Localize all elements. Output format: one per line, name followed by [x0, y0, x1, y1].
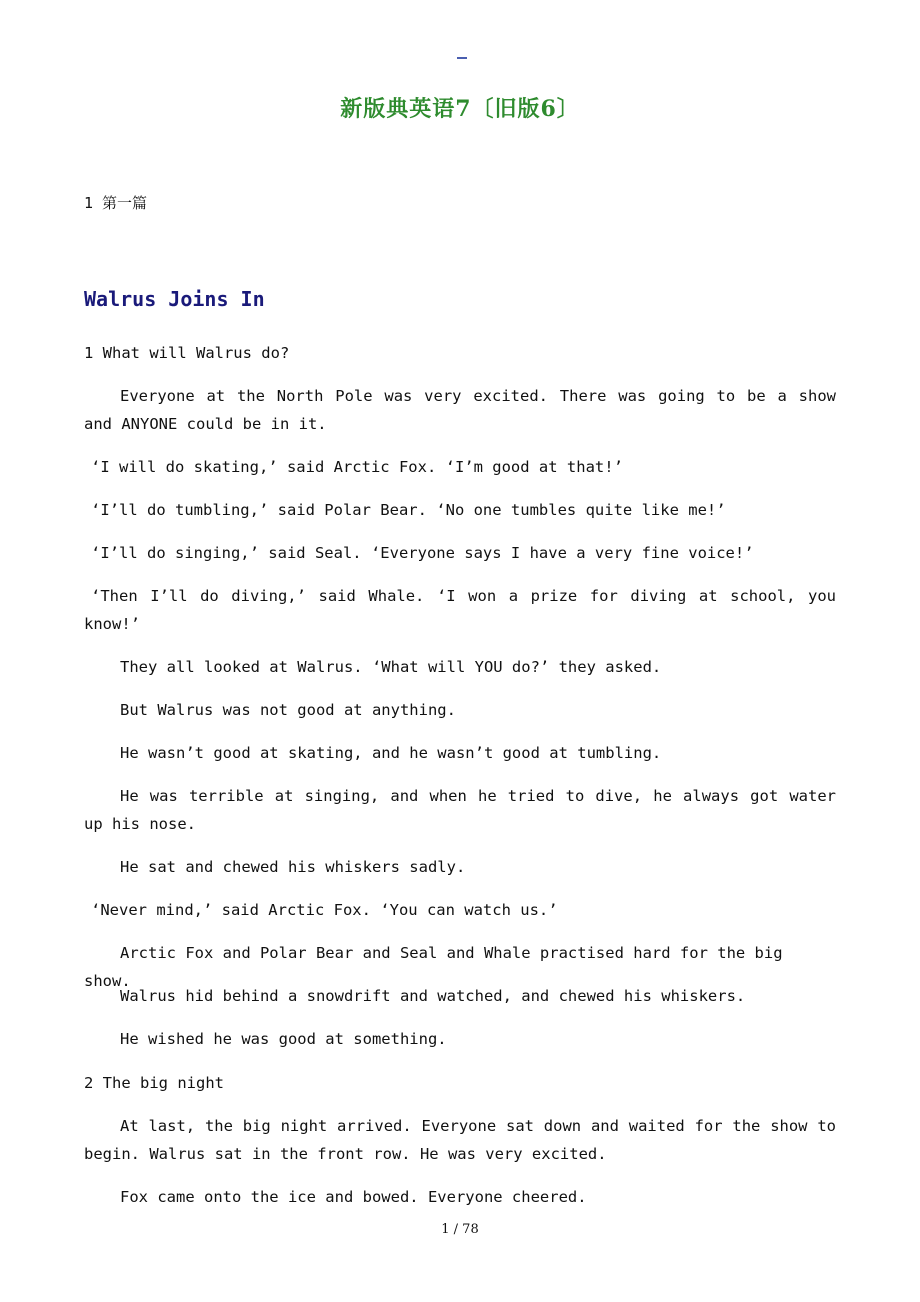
paragraph: ‘I’ll do singing,’ said Seal. ‘Everyone says I have a very fine voice!’ — [91, 544, 754, 562]
header-mark — [457, 57, 467, 59]
paragraph: They all looked at Walrus. ‘What will YOU do?’ they asked. — [120, 658, 662, 676]
paragraph: Everyone at the North Pole was very excited. There was going to be a show and ANYONE could be in it. — [84, 387, 836, 433]
section-heading: 1 第一篇 — [84, 194, 148, 212]
document-title: 新版典英语7〔旧版6〕 — [340, 96, 580, 122]
paragraph: He wasn’t good at skating, and he wasn’t good at tumbling. — [120, 744, 662, 762]
paragraph: ‘I will do skating,’ said Arctic Fox. ‘I’m good at that!’ — [91, 458, 623, 476]
story-title: Walrus Joins In — [84, 287, 265, 311]
paragraph: ‘Then I’ll do diving,’ said Whale. ‘I won a prize for diving at school, you know!’ — [84, 587, 836, 633]
chapter-heading-2: 2 The big night — [84, 1074, 224, 1092]
paragraph: Arctic Fox and Polar Bear and Seal and Whale practised hard for the big show. — [84, 944, 783, 990]
paragraph: He wished he was good at something. — [120, 1030, 447, 1048]
paragraph: ‘I’ll do tumbling,’ said Polar Bear. ‘No one tumbles quite like me!’ — [91, 501, 726, 519]
paragraph: He sat and chewed his whiskers sadly. — [120, 858, 466, 876]
paragraph: Fox came onto the ice and bowed. Everyone cheered. — [120, 1188, 587, 1206]
paragraph: At last, the big night arrived. Everyone sat down and waited for the show to begin. Walrus sat in the front row. He was very excited. — [84, 1117, 836, 1163]
chapter-heading-1: 1 What will Walrus do? — [84, 344, 290, 362]
paragraph: Walrus hid behind a snowdrift and watched, and chewed his whiskers. — [120, 987, 746, 1005]
paragraph: He was terrible at singing, and when he tried to dive, he always got water up his nose. — [84, 787, 836, 833]
paragraph: But Walrus was not good at anything. — [120, 701, 456, 719]
paragraph: ‘Never mind,’ said Arctic Fox. ‘You can watch us.’ — [91, 901, 558, 919]
page-number: 1 / 78 — [441, 1222, 479, 1237]
